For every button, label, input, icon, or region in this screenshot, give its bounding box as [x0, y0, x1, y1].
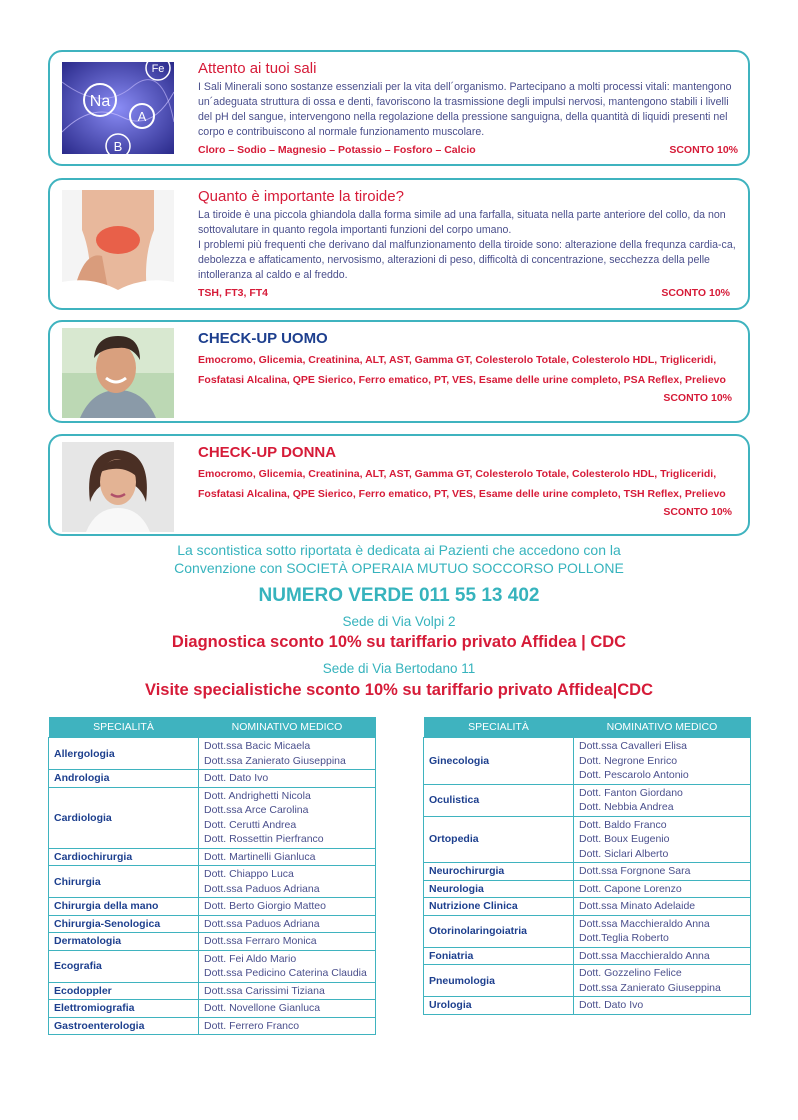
specialita-table-left	[48, 717, 376, 1035]
symbol-a: A	[137, 109, 147, 124]
specialita-cell: Cardiochirurgia	[49, 848, 199, 866]
card-footer	[198, 287, 738, 299]
symbol-fe: Fe	[151, 63, 165, 75]
table-row	[49, 915, 376, 933]
man-portrait-image	[62, 328, 174, 418]
table-body	[49, 738, 376, 1035]
medico-name: Dott. Capone Lorenzo	[579, 882, 682, 895]
specialita-cell: Otorinolaringoiatria	[424, 915, 574, 947]
numero-verde: NUMERO VERDE 011 55 13 402	[258, 585, 540, 606]
medico-name: Dott.ssa Paduos Adriana	[204, 882, 320, 895]
medico-name: Dott. Boux Eugenio	[579, 833, 670, 845]
thyroid-image	[62, 190, 174, 300]
medico-cell	[574, 997, 751, 1015]
table-row	[49, 933, 376, 951]
specialita-cell: Nutrizione Clinica	[424, 898, 574, 916]
intro-line-2: Convenzione con SOCIETÀ OPERAIA MUTUO SOCCORSO POLLONE	[174, 560, 624, 576]
card-tags: Cloro – Sodio – Magnesio – Potassio – Fosforo – Calcio	[198, 144, 476, 156]
specialita-cell: Ginecologia	[424, 738, 574, 785]
medico-name: Dott.ssa Macchieraldo Anna	[579, 949, 710, 962]
specialita-cell: Neurochirurgia	[424, 863, 574, 881]
minerals-illustration-icon	[62, 62, 174, 154]
table-row	[424, 915, 751, 947]
specialita-table-right	[423, 717, 751, 1015]
medico-name: Dott.ssa Cavalleri Elisa	[579, 740, 687, 752]
medico-name: Dott. Martinelli Gianluca	[204, 850, 316, 863]
medico-cell	[199, 933, 376, 951]
medico-name: Dott. Fanton Giordano	[579, 786, 683, 799]
table-row	[424, 880, 751, 898]
table-row	[49, 898, 376, 916]
table-row	[49, 1000, 376, 1018]
medico-cell	[199, 898, 376, 916]
medico-cell	[199, 866, 376, 898]
medico-name: Dott.ssa Bacic Micaela	[204, 740, 311, 752]
specialita-cell: Ecografia	[49, 950, 199, 982]
header-specialita: SPECIALITÀ	[49, 717, 199, 738]
medico-cell	[199, 738, 376, 770]
specialita-cell: Chirurgia	[49, 866, 199, 898]
medico-cell	[574, 784, 751, 816]
card-exams-line-2: Fosfatasi Alcalina, QPE Sierico, Ferro ematico, PT, VES, Esame delle urine completo, TSH Reflex, Prelievo	[198, 488, 726, 500]
medico-name: Dott. Andrighetti Nicola	[204, 789, 311, 802]
medico-cell	[199, 787, 376, 848]
medico-name: Dott.Teglia Roberto	[579, 932, 669, 944]
medico-cell	[574, 738, 751, 785]
medico-cell	[574, 915, 751, 947]
medico-cell	[199, 848, 376, 866]
medico-name: Dott. Negrone Enrico	[579, 754, 678, 767]
medico-name: Dott. Siclari Alberto	[579, 847, 669, 860]
medico-name: Dott. Chiappo Luca	[204, 868, 294, 880]
medico-cell	[574, 863, 751, 881]
medico-name: Dott.ssa Pedicino Caterina Claudia	[204, 967, 367, 979]
card-tags: TSH, FT3, FT4	[198, 287, 269, 299]
medico-name: Dott. Dato Ivo	[204, 772, 269, 784]
medico-name: Dott.ssa Carissimi Tiziana	[204, 984, 325, 997]
specialita-cell: Neurologia	[424, 880, 574, 898]
card-sconto: SCONTO 10%	[661, 287, 730, 299]
header-specialita: SPECIALITÀ	[424, 717, 574, 738]
table-row	[49, 982, 376, 1000]
medico-name: Dott. Cerutti Andrea	[204, 818, 297, 831]
medico-cell	[199, 982, 376, 1000]
medico-name: Dott. Rossettin Pierfranco	[204, 833, 324, 845]
medico-cell	[199, 770, 376, 788]
specialita-cell: Ortopedia	[424, 816, 574, 863]
symbol-b: B	[113, 139, 123, 154]
card-text-2: I problemi più frequenti che derivano dal malfunzionamento della tiroide sono: alterazione della frequnza cardia-ca, debolezza e affaticamento, nervosismo, alterazioni di peso, difficoltà di concentrazione, secchezza della pelle intolleranza al caldo e al freddo.	[198, 239, 736, 281]
medico-name: Dott.ssa Arce Carolina	[204, 804, 309, 816]
specialita-cell: Andrologia	[49, 770, 199, 788]
specialita-cell: Elettromiografia	[49, 1000, 199, 1018]
medico-name: Dott. Ferrero Franco	[204, 1019, 300, 1032]
medico-cell	[199, 1000, 376, 1018]
medico-name: Dott.ssa Macchieraldo Anna	[579, 917, 710, 930]
sede-volpi: Sede di Via Volpi 2	[342, 614, 456, 629]
man-portrait-icon	[62, 328, 174, 418]
card-exams-line-1: Emocromo, Glicemia, Creatinina, ALT, AST, Gamma GT, Colesterolo Totale, Colesterolo HDL, Trigliceridi,	[198, 354, 717, 366]
medico-name: Dott.ssa Paduos Adriana	[204, 917, 320, 930]
specialita-cell: Pneumologia	[424, 965, 574, 997]
specialita-cell: Foniatria	[424, 947, 574, 965]
header-nominativo: NOMINATIVO MEDICO	[199, 717, 376, 738]
table-header-row	[49, 717, 376, 738]
medico-name: Dott. Dato Ivo	[579, 999, 644, 1011]
specialita-cell: Oculistica	[424, 784, 574, 816]
specialita-cell: Dermatologia	[49, 933, 199, 951]
medico-name: Dott. Novellone Gianluca	[204, 1002, 321, 1014]
card-sconto: SCONTO 10%	[663, 392, 732, 404]
card-title: Attento ai tuoi sali	[198, 60, 317, 77]
specialita-cell: Allergologia	[49, 738, 199, 770]
medico-name: Dott.ssa Forgnone Sara	[579, 865, 691, 877]
table-body	[424, 738, 751, 1015]
symbol-na: Na	[89, 93, 111, 110]
table-row	[424, 947, 751, 965]
specialita-cell: Chirurgia-Senologica	[49, 915, 199, 933]
medico-cell	[199, 1017, 376, 1035]
medico-name: Dott.ssa Zanierato Giuseppina	[204, 754, 346, 767]
thyroid-neck-illustration-icon	[62, 190, 174, 300]
table-row	[424, 965, 751, 997]
specialita-cell: Gastroenterologia	[49, 1017, 199, 1035]
table-row	[424, 997, 751, 1015]
table-row	[424, 898, 751, 916]
intro-line-1: La scontistica sotto riportata è dedicata ai Pazienti che accedono con la	[177, 542, 621, 558]
table-row	[424, 784, 751, 816]
table-row	[49, 1017, 376, 1035]
card-exams-line-2: Fosfatasi Alcalina, QPE Sierico, Ferro ematico, PT, VES, Esame delle urine completo, PSA Reflex, Prelievo	[198, 374, 726, 386]
table-row	[49, 770, 376, 788]
diagnostica-sconto: Diagnostica sconto 10% su tariffario privato Affidea | CDC	[171, 633, 627, 651]
visite-sconto: Visite specialistiche sconto 10% su tariffario privato Affidea|CDC	[144, 681, 653, 699]
medico-cell	[574, 880, 751, 898]
card-title: Quanto è importante la tiroide?	[198, 188, 404, 205]
specialita-cell: Urologia	[424, 997, 574, 1015]
table-row	[424, 816, 751, 863]
card-checkup-uomo	[48, 320, 750, 423]
medico-cell	[574, 816, 751, 863]
card-text-1: La tiroide è una piccola ghiandola dalla forma simile ad una farfalla, situata nella parte anteriore del collo, da non sottovalutare in quanto regola importanti funzioni del corpo umano.	[198, 209, 726, 236]
medico-cell	[574, 898, 751, 916]
header-nominativo: NOMINATIVO MEDICO	[574, 717, 751, 738]
medico-name: Dott.ssa Ferraro Monica	[204, 935, 317, 947]
table-row	[49, 848, 376, 866]
medico-cell	[199, 950, 376, 982]
specialita-cell: Cardiologia	[49, 787, 199, 848]
card-sconto: SCONTO 10%	[669, 144, 738, 156]
card-sconto: SCONTO 10%	[663, 506, 732, 518]
medico-name: Dott. Gozzelino Felice	[579, 967, 682, 979]
medico-name: Dott.ssa Minato Adelaide	[579, 900, 696, 912]
table-row	[49, 950, 376, 982]
woman-portrait-icon	[62, 442, 174, 532]
medico-cell	[574, 947, 751, 965]
table-header-row	[424, 717, 751, 738]
card-footer	[198, 144, 738, 156]
card-sali-minerali	[48, 50, 750, 166]
medico-name: Dott.ssa Zanierato Giuseppina	[579, 981, 721, 994]
medico-name: Dott. Berto Giorgio Matteo	[204, 900, 326, 912]
medico-name: Dott. Baldo Franco	[579, 818, 667, 831]
card-content	[198, 60, 738, 156]
table-row	[424, 738, 751, 785]
medico-name: Dott. Fei Aldo Mario	[204, 952, 297, 965]
card-tiroide	[48, 178, 750, 310]
woman-portrait-image	[62, 442, 174, 532]
sede-bertodano: Sede di Via Bertodano 11	[322, 661, 476, 676]
medico-cell	[574, 965, 751, 997]
card-text: I Sali Minerali sono sostanze essenziali per la vita dell´organismo. Partecipano a molti processi vitali: mantengono un´adeguata struttura di ossa e denti, favoriscono la trasmissione degli impulsi nervosi, mantengono stabili i livelli del pH del sangue, intervengono nella regolazione della pressione sanguigna, della quantità di liquidi presenti nel corpo e contribuiscono al normale funzionamento muscolare.	[198, 81, 732, 138]
table-row	[49, 787, 376, 848]
card-content	[198, 330, 738, 406]
medico-name: Dott. Pescarolo Antonio	[579, 769, 689, 781]
card-checkup-donna	[48, 434, 750, 536]
table-row	[49, 738, 376, 770]
specialita-cell: Chirurgia della mano	[49, 898, 199, 916]
card-content	[198, 188, 738, 299]
specialita-cell: Ecodoppler	[49, 982, 199, 1000]
table-row	[424, 863, 751, 881]
card-exams-line-1: Emocromo, Glicemia, Creatinina, ALT, AST, Gamma GT, Colesterolo Totale, Colesterolo HDL, Trigliceridi,	[198, 468, 717, 480]
card-title: CHECK-UP UOMO	[198, 330, 328, 347]
medico-cell	[199, 915, 376, 933]
medico-name: Dott. Nebbia Andrea	[579, 801, 674, 813]
card-content	[198, 444, 738, 520]
minerals-image	[62, 62, 174, 154]
table-row	[49, 866, 376, 898]
card-title: CHECK-UP DONNA	[198, 444, 337, 461]
